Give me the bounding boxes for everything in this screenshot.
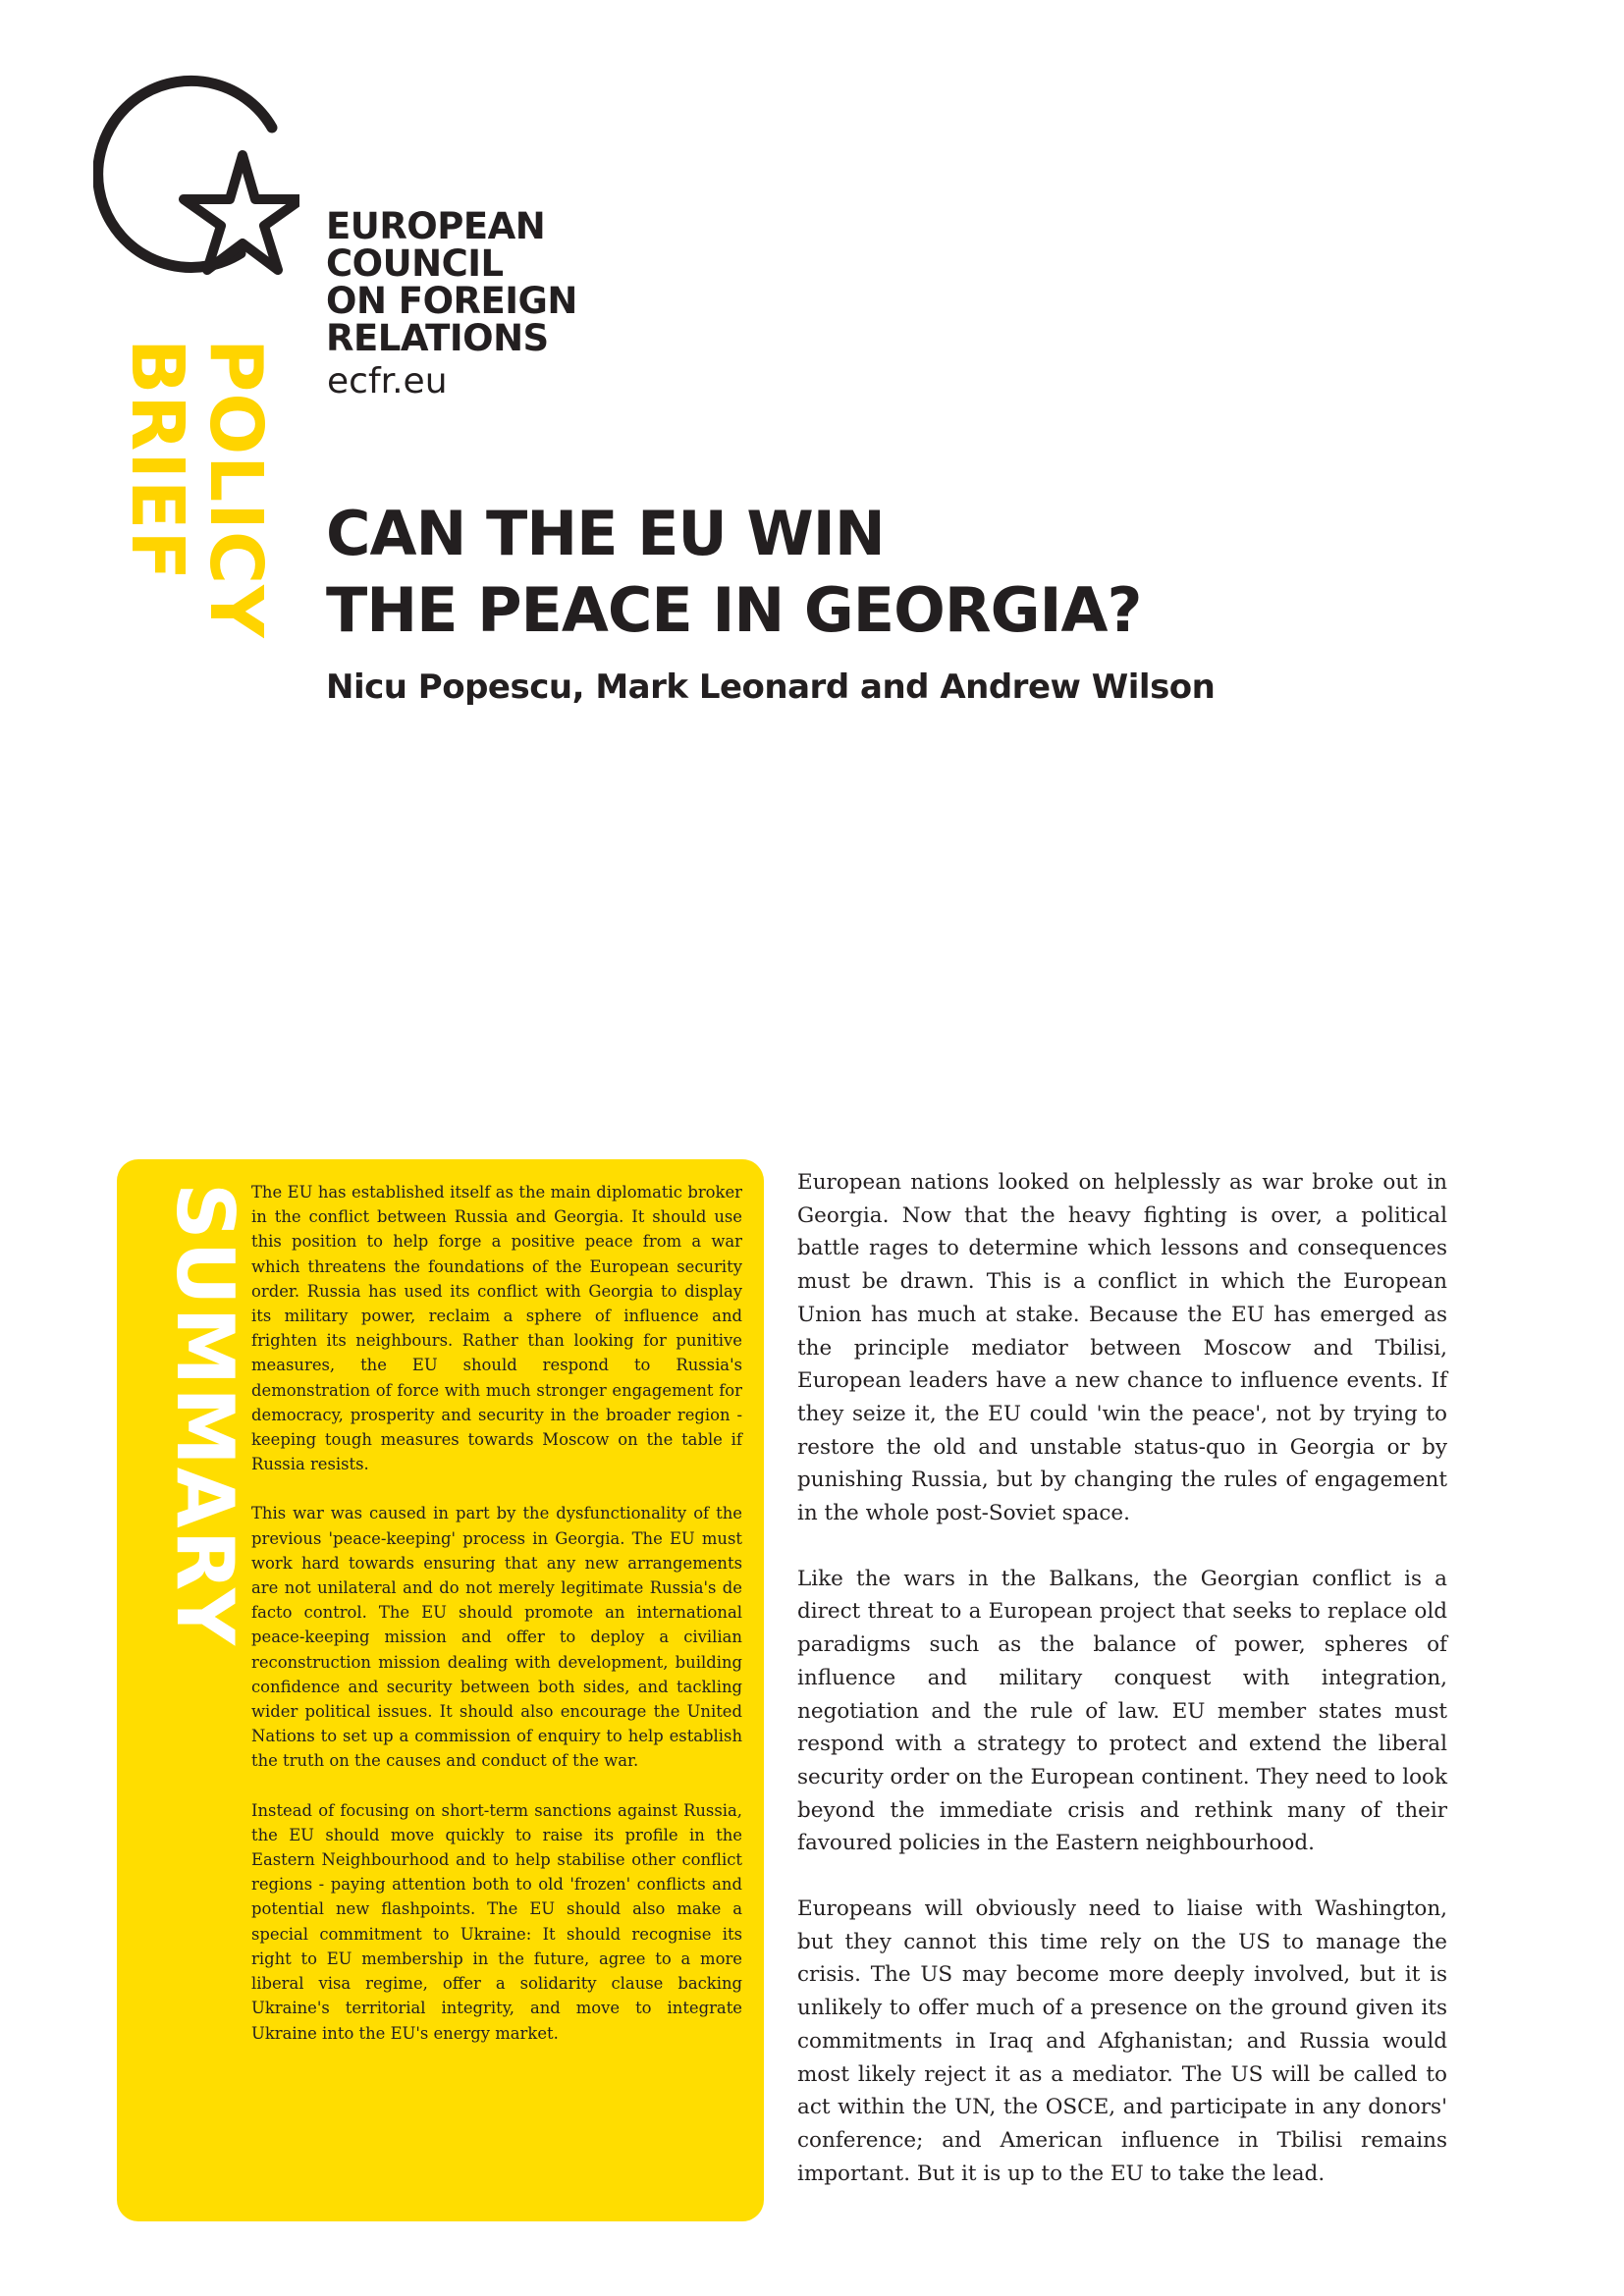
- organization-name-line: EUROPEAN: [326, 205, 546, 247]
- summary-paragraph: Instead of focusing on short-term sanctions against Russia, the EU should move quickly to raise its profile in the Eastern Neighbourhood and to help stabilise other conflict regions - paying attention both to old 'frozen' conflicts and potential new flashpoints. The EU should also make a special commitment to Ukraine: It should recognise its right to EU membership in the future, agree to a more liberal visa regime, offer a solidarity clause backing Ukraine's territorial integrity, and move to integrate Ukraine into the EU's energy market.: [251, 1800, 742, 2043]
- body-text: [797, 1166, 1447, 2222]
- document-title-line: CAN THE EU WIN: [326, 498, 885, 569]
- policy-brief-line: POLICY: [193, 339, 278, 639]
- document-title: [326, 496, 1141, 649]
- summary-paragraph: The EU has established itself as the main diplomatic broker in the conflict between Russia and Georgia. It should use this position to help forge a positive peace from a war which threatens the foundations of the European security order. Russia has used its conflict with Georgia to display its military power, reclaim a sphere of influence and frighten its neighbours. Rather than looking for punitive measures, the EU should respond to Russia's demonstration of force with much stronger engagement for democracy, prosperity and security in the broader region - keeping tough measures towards Moscow on the table if Russia resists.: [251, 1183, 742, 1474]
- summary-paragraph: This war was caused in part by the dysfunctionality of the previous 'peace-keeping' process in Georgia. The EU must work hard towards ensuring that any new arrangements are not unilateral and do not merely legitimate Russia's de facto control. The EU should promote an international peace-keeping mission and offer to deploy a civilian reconstruction mission dealing with development, building confidence and security between both sides, and tackling wider political issues. It should also encourage the United Nations to set up a commission of enquiry to help establish the truth on the causes and conduct of the war.: [251, 1504, 742, 1771]
- ecfr-logo-icon: [93, 69, 299, 294]
- organization-url: ecfr.eu: [327, 361, 448, 401]
- summary-label: [135, 1183, 253, 1733]
- authors: Nicu Popescu, Mark Leonard and Andrew Wilson: [326, 667, 1216, 707]
- policy-brief-label: [88, 339, 278, 712]
- organization-name-line: COUNCIL: [326, 242, 504, 285]
- body-paragraph: European nations looked on helplessly as war broke out in Georgia. Now that the heavy fighting is over, a political battle rages to determine which lessons and consequences must be drawn. This is a conflict in which the European Union has much at stake. Because the EU has emerged as the principle mediator between Moscow and Tbilisi, European leaders have a new chance to influence events. If they seize it, the EU could 'win the peace', not by trying to restore the old and unstable status-quo in Georgia or by punishing Russia, but by changing the rules of engagement in the whole post-Soviet space.: [797, 1170, 1447, 1526]
- body-paragraph: Europeans will obviously need to liaise with Washington, but they cannot this time rely on the US to manage the crisis. The US may become more deeply involved, but it is unlikely to offer much of a presence on the ground given its commitments in Iraq and Afghanistan; and Russia would most likely reject it as a mediator. The US will be called to act within the UN, the OSCE, and participate in any donors' conference; and American influence in Tbilisi remains important. But it is up to the EU to take the lead.: [797, 1896, 1447, 2186]
- document-title-line: THE PEACE IN GEORGIA?: [326, 574, 1142, 646]
- policy-brief-line: BRIEF: [115, 339, 199, 582]
- summary-label-text: SUMMARY: [159, 1183, 250, 1647]
- organization-name: [326, 205, 577, 359]
- summary-text: [251, 1180, 742, 2070]
- organization-name-line: ON FOREIGN: [326, 280, 577, 322]
- body-paragraph: Like the wars in the Balkans, the Georgian conflict is a direct threat to a European project that seeks to replace old paradigms such as the balance of power, spheres of influence and military conquest with integration, negotiation and the rule of law. EU member states must respond with a strategy to protect and extend the liberal security order on the European continent. They need to look beyond the immediate crisis and rethink many of their favoured policies in the Eastern neighbourhood.: [797, 1566, 1447, 1856]
- organization-name-line: RELATIONS: [326, 317, 549, 359]
